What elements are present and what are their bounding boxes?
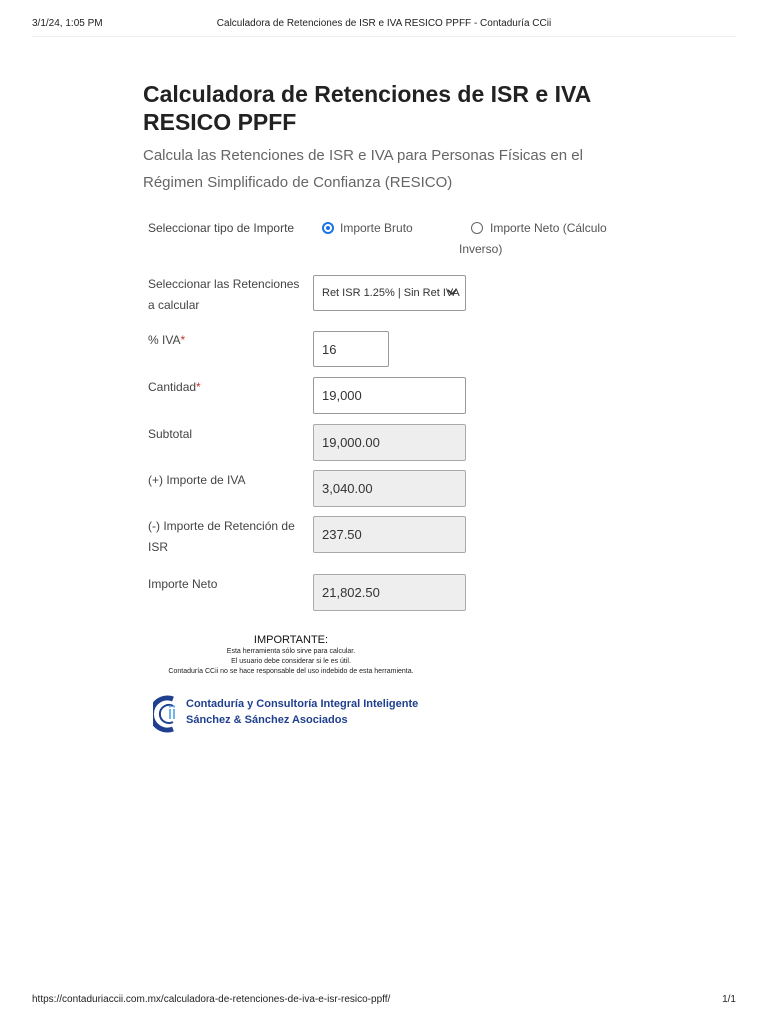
radio-unchecked-icon[interactable] (471, 222, 483, 234)
retencion-isr-label: (-) Importe de Retención de ISR (148, 519, 295, 554)
disclaimer-line: Esta herramienta sólo sirve para calcular. (226, 648, 356, 655)
disclaimer-heading: IMPORTANTE: (253, 634, 329, 646)
logo-name-line1: Contaduría y Consultoría Integral Inteligente (186, 698, 419, 710)
cantidad-label (148, 377, 306, 398)
iva-label (148, 330, 306, 351)
retenciones-select-value: Ret ISR 1.25% | Sin Ret IVA (322, 287, 460, 299)
ccii-logo-icon (153, 695, 181, 733)
importe-neto-label: Importe Neto (148, 577, 218, 591)
tipo-importe-label: Seleccionar tipo de Importe (148, 221, 295, 235)
chevron-down-icon (447, 276, 457, 311)
retenciones-label: Seleccionar las Retenciones a calcular (148, 277, 300, 312)
subtotal-field: 19,000.00 (313, 424, 466, 461)
radio-importe-bruto[interactable] (322, 218, 413, 239)
logo-name-line2: Sánchez & Sánchez Asociados (186, 714, 348, 726)
print-url: https://contaduriaccii.com.mx/calculadora-de-retenciones-de-iva-e-isr-resico-ppff/ (32, 994, 391, 1005)
page-title: Calculadora de Retenciones de ISR e IVA RESICO PPFF (143, 81, 591, 135)
retencion-isr-field: 237.50 (313, 516, 466, 553)
importe-iva-field: 3,040.00 (313, 470, 466, 507)
print-date: 3/1/24, 1:05 PM (32, 18, 103, 29)
radio-importe-bruto-label: Importe Bruto (340, 221, 413, 235)
importe-iva-label: (+) Importe de IVA (148, 473, 246, 487)
iva-input[interactable] (313, 331, 389, 367)
page-content (143, 80, 663, 196)
subtotal-label: Subtotal (148, 427, 193, 441)
cantidad-label-text: Cantidad (148, 380, 197, 394)
cantidad-required-mark: * (196, 380, 201, 394)
disclaimer-line: Contaduría CCii no se hace responsable del uso indebido de esta herramienta. (168, 668, 414, 675)
disclaimer-line: El usuario debe considerar si le es útil. (231, 658, 351, 665)
cantidad-input[interactable] (313, 377, 466, 414)
disclaimer (150, 633, 432, 677)
print-title: Calculadora de Retenciones de ISR e IVA RESICO PPFF - Contaduría CCii (216, 18, 552, 29)
company-logo (153, 695, 453, 735)
iva-label-text: % IVA (148, 333, 181, 347)
print-footer (32, 994, 736, 1008)
radio-importe-neto[interactable] (459, 218, 629, 260)
importe-neto-field: 21,802.50 (313, 574, 466, 611)
print-header (32, 12, 736, 37)
radio-importe-neto-label: Importe Neto (Cálculo Inverso) (459, 221, 607, 256)
iva-required-mark: * (180, 333, 186, 347)
page-subtitle: Calcula las Retenciones de ISR e IVA para Personas Físicas en el Régimen Simplificado de Confianza (RESICO) (143, 147, 583, 191)
radio-checked-icon[interactable] (322, 222, 334, 234)
print-page-count: 1/1 (722, 994, 736, 1005)
retenciones-select[interactable] (313, 275, 466, 311)
